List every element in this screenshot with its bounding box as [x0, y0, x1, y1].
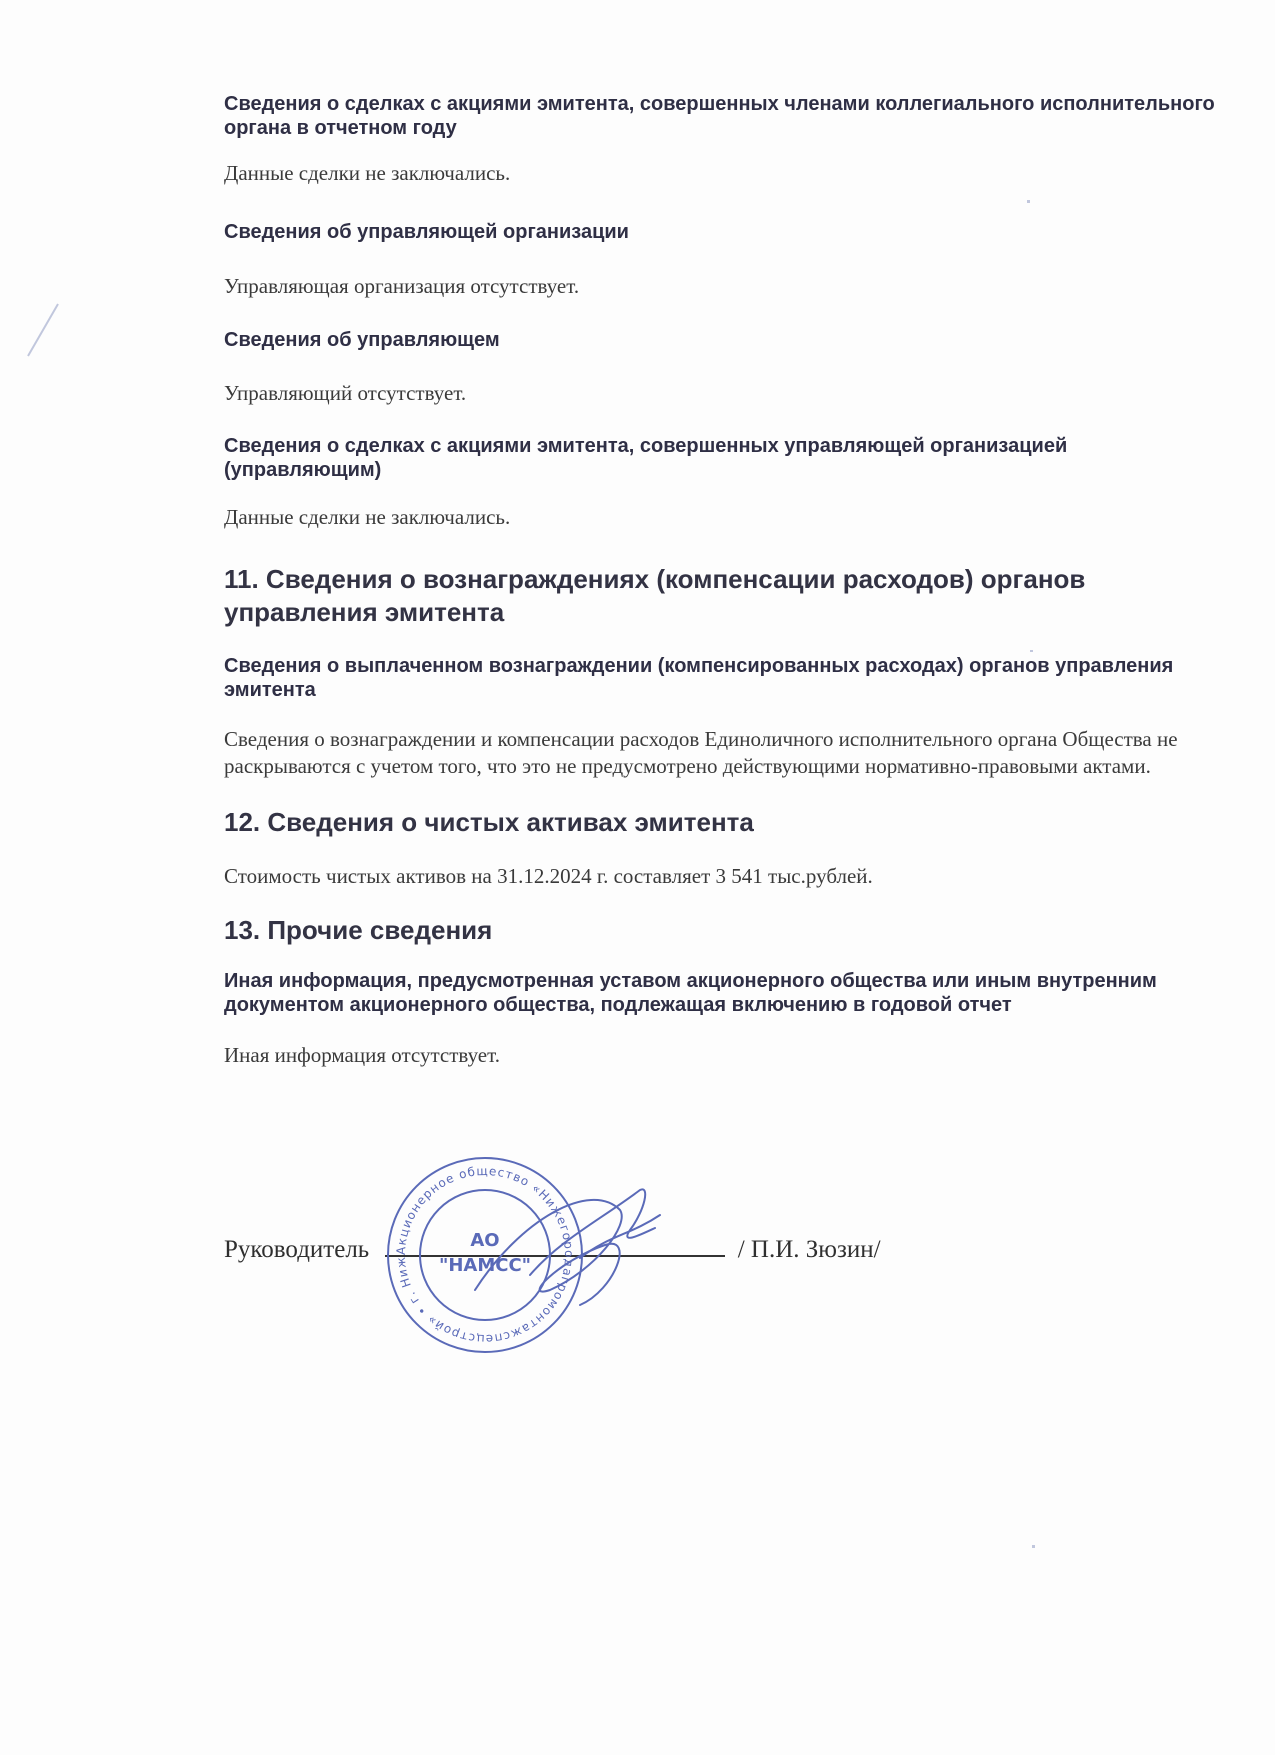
section-11-subheading: Сведения о выплаченном вознаграждении (компенсированных расходах) органов управления эмитента	[224, 655, 1174, 701]
stamp-center-bottom: "НАМСС"	[438, 1255, 532, 1276]
section-11-text: Сведения о вознаграждении и компенсации расходов Единоличного исполнительного органа Общества не раскрываются с учетом того, что это не предусмотрено действующими нормативно-правовыми актами.	[224, 727, 1178, 778]
manager-heading: Сведения об управляющем	[224, 329, 500, 351]
scan-artifact	[1032, 1545, 1035, 1548]
collegial-deals-heading: Сведения о сделках с акциями эмитента, совершенных членами коллегиального исполнительного органа в отчетном году	[224, 93, 1215, 139]
manager-text: Управляющий отсутствует.	[224, 381, 467, 405]
scan-artifact	[27, 304, 59, 357]
mgmt-deals-text: Данные сделки не заключались.	[224, 505, 511, 529]
section-11-heading: 11. Сведения о вознаграждениях (компенсации расходов) органов управления эмитента	[224, 564, 1086, 627]
section-13-subheading: Иная информация, предусмотренная уставом акционерного общества или иным внутренним документом акционерного общества, подлежащая включению в годовой отчет	[224, 970, 1157, 1016]
collegial-deals-text: Данные сделки не заключались.	[224, 161, 511, 185]
section-12-heading: 12. Сведения о чистых активах эмитента	[224, 807, 754, 837]
section-12-text: Стоимость чистых активов на 31.12.2024 г. составляет 3 541 тыс.рублей.	[224, 864, 873, 888]
section-13-heading: 13. Прочие сведения	[224, 915, 493, 945]
report-body	[224, 92, 1224, 1069]
signature-underline	[385, 1233, 725, 1257]
signature-line	[224, 1233, 881, 1264]
stamp-center-top: АО	[470, 1230, 500, 1251]
signature-name: / П.И. Зюзин/	[737, 1236, 881, 1263]
scan-artifact	[1030, 650, 1033, 652]
mgmt-deals-heading: Сведения о сделках с акциями эмитента, совершенных управляющей организацией (управляющим)	[224, 435, 1068, 481]
mgmt-org-heading: Сведения об управляющей организации	[224, 221, 629, 243]
mgmt-org-text: Управляющая организация отсутствует.	[224, 274, 580, 298]
section-13-text: Иная информация отсутствует.	[224, 1043, 500, 1067]
stamp-ring-text: Акционерное общество «Нижегородагромонтажспецстрой» • г. Ниж	[393, 1163, 577, 1347]
signature-role: Руководитель	[224, 1236, 370, 1263]
scan-artifact	[1027, 200, 1030, 203]
